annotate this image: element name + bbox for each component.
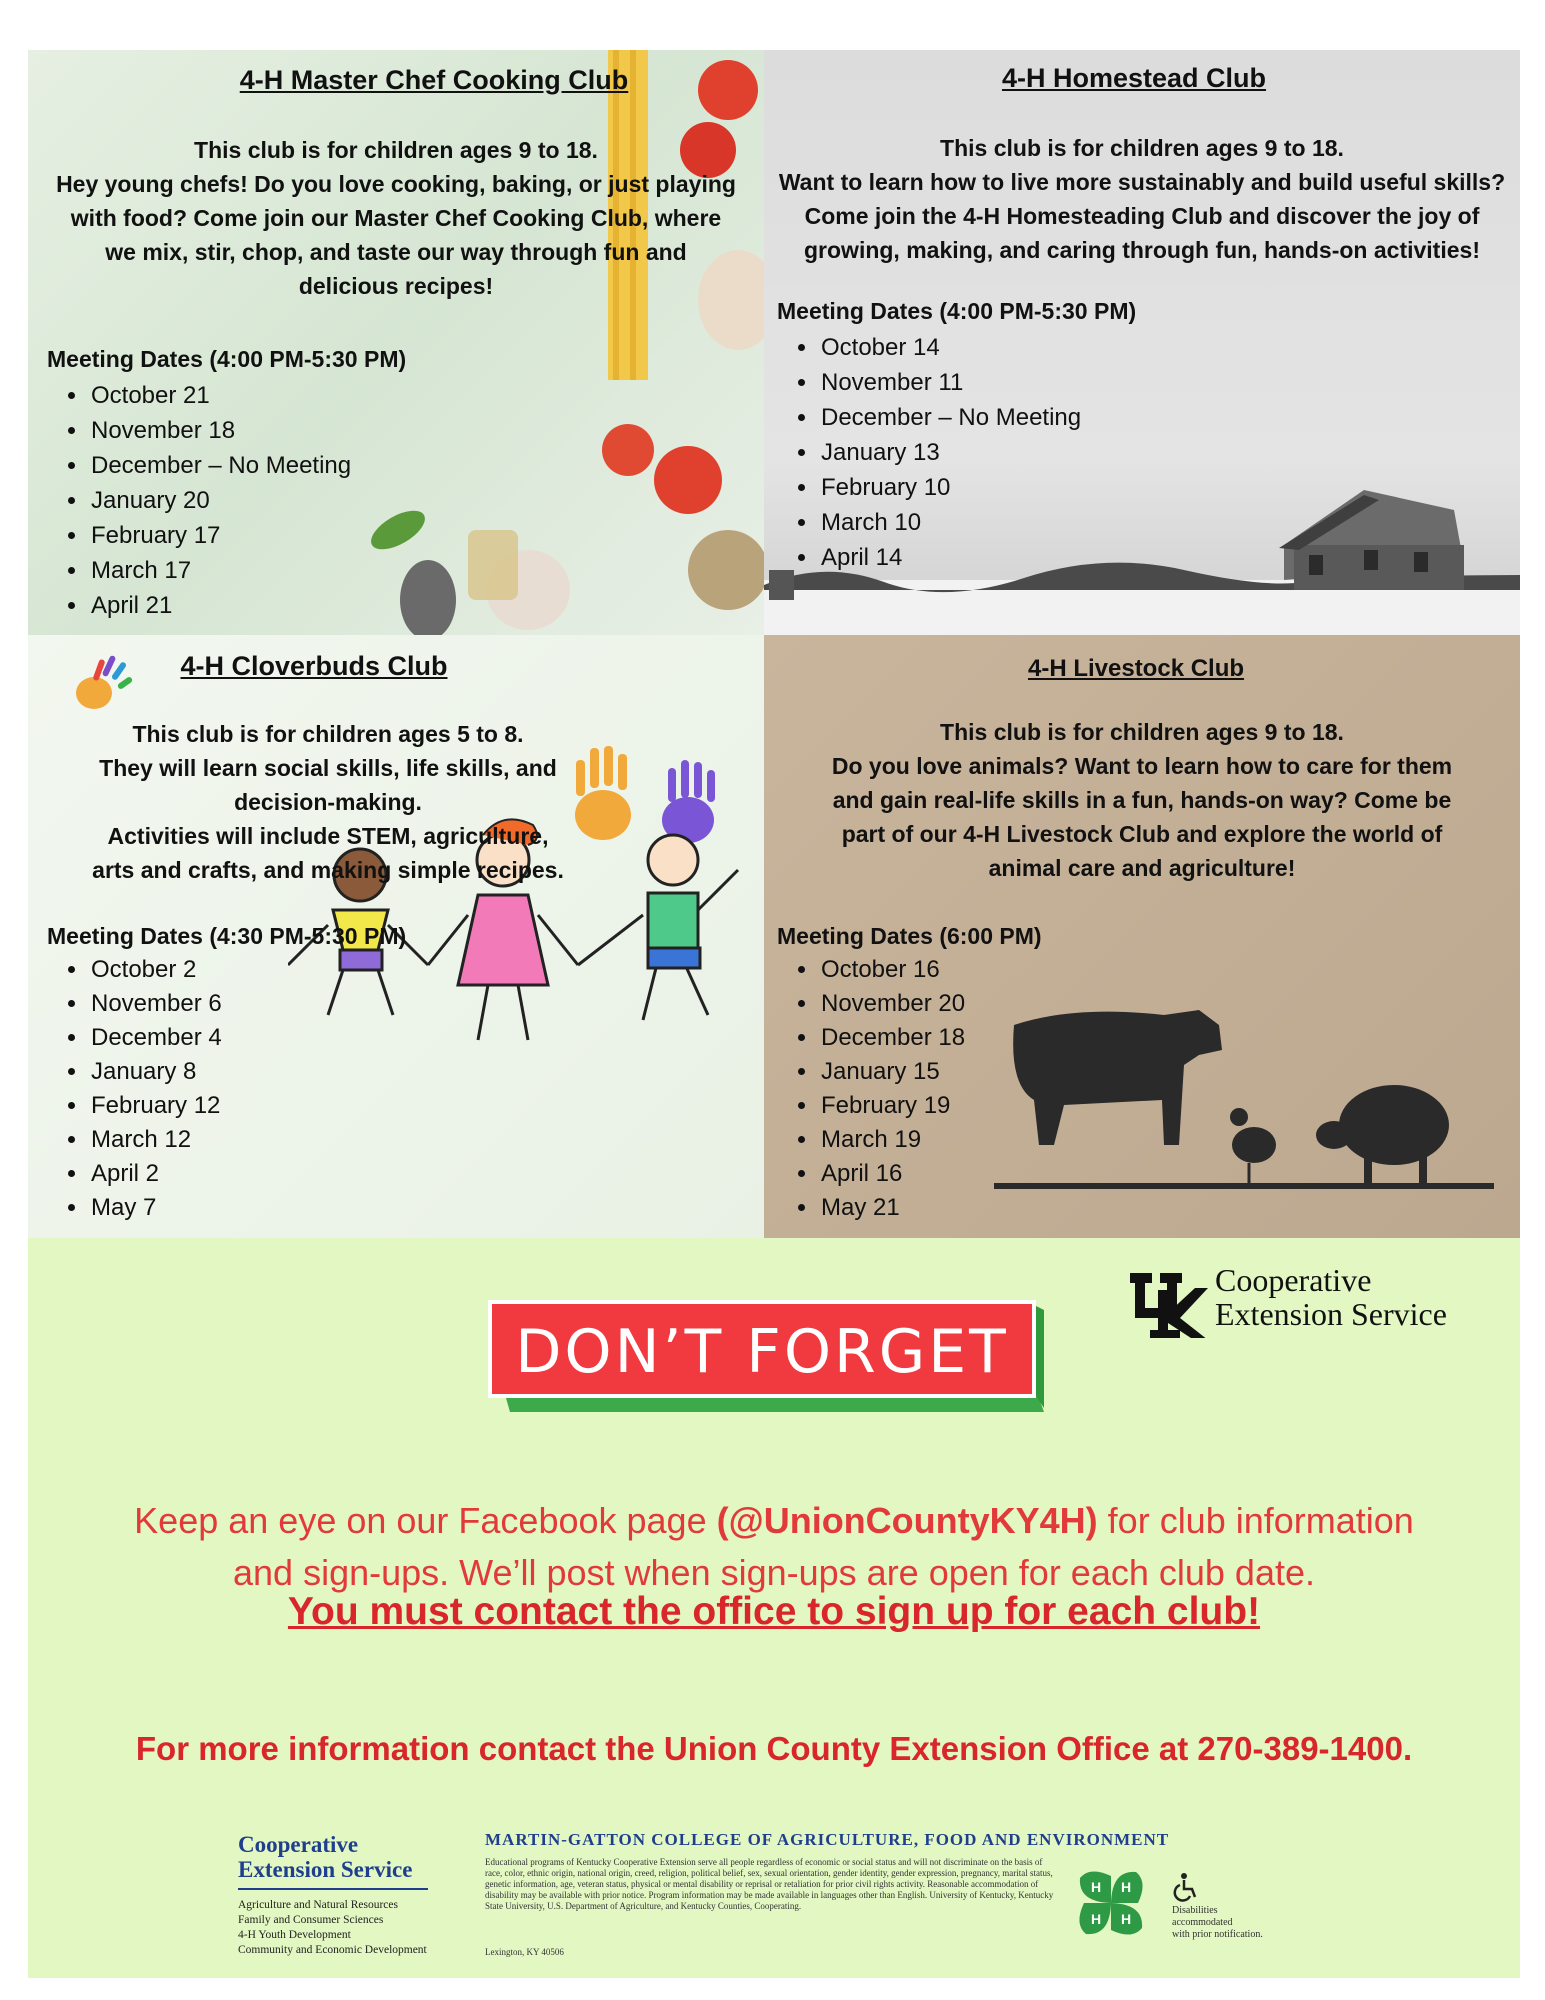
svg-text:H: H <box>1090 1879 1102 1895</box>
livestock-dates-list <box>777 953 965 1225</box>
livestock-club-panel <box>764 635 1520 1238</box>
list-item: • February 12 <box>89 1089 222 1123</box>
list-item: • October 16 <box>819 953 965 987</box>
homestead-club-panel <box>764 50 1520 635</box>
program-item: Community and Economic Development <box>238 1944 427 1956</box>
notice-text: for club information <box>1097 1500 1414 1541</box>
description-line: part of our 4-H Livestock Club and explore the world of <box>841 821 1443 847</box>
footer-ces-logo <box>238 1832 412 1882</box>
access-line: Disabilities <box>1172 1905 1218 1916</box>
cooking-meeting-heading: Meeting Dates (4:00 PM-5:30 PM) <box>47 346 407 372</box>
description-line: This club is for children ages 9 to 18. <box>940 719 1344 745</box>
dont-forget-text: DON’T FORGET <box>515 1317 1009 1387</box>
description-line: They will learn social skills, life skills, and <box>99 755 557 781</box>
farm-animals-illustration <box>994 1005 1494 1205</box>
list-item: • February 10 <box>819 470 1081 505</box>
list-item: • October 21 <box>89 378 351 413</box>
cooking-club-title: 4-H Master Chef Cooking Club <box>239 65 629 95</box>
list-item: • January 8 <box>89 1055 222 1089</box>
description-line: with food? Come join our Master Chef Cooking Club, where <box>70 205 722 231</box>
footer-programs <box>238 1898 427 1958</box>
livestock-meeting-heading: Meeting Dates (6:00 PM) <box>777 923 1042 949</box>
svg-text:H: H <box>1120 1879 1132 1895</box>
list-item: • December 4 <box>89 1021 222 1055</box>
program-item: Family and Consumer Sciences <box>238 1914 384 1926</box>
homestead-dates-list <box>777 330 1081 575</box>
cloverbuds-meeting-heading: Meeting Dates (4:30 PM-5:30 PM) <box>47 923 407 949</box>
list-item: • May 7 <box>89 1191 222 1225</box>
svg-text:H: H <box>1090 1911 1102 1927</box>
list-item: • April 14 <box>819 540 1081 575</box>
footer-divider <box>238 1888 428 1890</box>
handprint-icon <box>66 653 136 715</box>
cloverbuds-club-title: 4-H Cloverbuds Club <box>180 651 448 681</box>
list-item: • February 17 <box>89 518 351 553</box>
description-line: arts and crafts, and making simple recipes. <box>92 857 564 883</box>
footer-ces-line: Cooperative <box>238 1832 359 1857</box>
list-item: • March 12 <box>89 1123 222 1157</box>
list-item: • April 2 <box>89 1157 222 1191</box>
list-item: • January 15 <box>819 1055 965 1089</box>
uk-logo-line2: Extension Service <box>1215 1296 1447 1332</box>
list-item: • March 10 <box>819 505 1081 540</box>
list-item: • November 18 <box>89 413 351 448</box>
livestock-club-title: 4-H Livestock Club <box>1027 655 1245 682</box>
list-item: • November 20 <box>819 987 965 1021</box>
herbs-illustration <box>358 490 598 635</box>
description-line: delicious recipes! <box>298 273 494 299</box>
description-line: animal care and agriculture! <box>988 855 1296 881</box>
legal-notice: Educational programs of Kentucky Cooperative Extension serve all people regardless of economic or social status and will not discriminate on the basis of race, color, ethnic origin, national origin, creed, religion, political belief, sex, sexual orientation, gender identity, gender expression, pregnancy, marital status, genetic information, age, veteran status, physical or mental disability or reprisal or retaliation for prior civil rights activity. Reasonable accommodation of disability may be available with prior notice. Program information may be made available in languages other than English. University of Kentucky, Kentucky State University, U.S. Department of Agriculture, and Kentucky Counties, Cooperating. <box>485 1857 1054 1911</box>
contact-info: For more information contact the Union County Extension Office at 270-389-1400. <box>135 1730 1413 1767</box>
description-line: decision-making. <box>234 789 422 815</box>
description-line: we mix, stir, chop, and taste our way through fun and <box>105 239 687 265</box>
list-item: • February 19 <box>819 1089 965 1123</box>
facebook-notice-line2: and sign-ups. We’ll post when sign-ups are open for each club date. <box>233 1552 1315 1593</box>
description-line: and gain real-life skills in a fun, hands-on way? Come be <box>832 787 1452 813</box>
list-item: • April 21 <box>89 588 351 623</box>
homestead-meeting-heading: Meeting Dates (4:00 PM-5:30 PM) <box>777 298 1137 324</box>
access-line: with prior notification. <box>1172 1929 1263 1940</box>
college-name: MARTIN-GATTON COLLEGE OF AGRICULTURE, FOOD AND ENVIRONMENT <box>485 1830 1170 1849</box>
description-line: Want to learn how to live more sustainably and build useful skills? <box>778 169 1506 195</box>
description-line: Hey young chefs! Do you love cooking, baking, or just playing <box>56 171 736 197</box>
list-item: • January 13 <box>819 435 1081 470</box>
list-item: • October 2 <box>89 953 222 987</box>
facebook-notice-line1 <box>28 1500 1520 1542</box>
list-item: • March 17 <box>89 553 351 588</box>
address: Lexington, KY 40506 <box>485 1947 564 1957</box>
list-item: • November 11 <box>819 365 1081 400</box>
list-item: • April 16 <box>819 1157 965 1191</box>
homestead-club-title: 4-H Homestead Club <box>1001 63 1267 93</box>
program-item: Agriculture and Natural Resources <box>238 1899 398 1911</box>
description-line: This club is for children ages 9 to 18. <box>940 135 1344 161</box>
four-h-clover-icon <box>1070 1862 1152 1944</box>
svg-text:H: H <box>1120 1911 1132 1927</box>
list-item: • November 6 <box>89 987 222 1021</box>
accessibility-notice <box>1172 1905 1263 1941</box>
footer-ces-line: Extension Service <box>238 1857 413 1882</box>
notice-text: Keep an eye on our Facebook page <box>134 1500 717 1541</box>
description-line: growing, making, and caring through fun, hands-on activities! <box>804 237 1480 263</box>
cloverbuds-club-panel <box>28 635 764 1238</box>
cooking-dates-list <box>47 378 351 623</box>
cooking-club-panel <box>28 50 764 635</box>
program-item: 4-H Youth Development <box>238 1929 351 1941</box>
description-line: Activities will include STEM, agriculture, <box>107 823 549 849</box>
homestead-club-description <box>764 131 1520 267</box>
list-item: • October 14 <box>819 330 1081 365</box>
cloverbuds-club-description <box>28 717 628 887</box>
livestock-club-description <box>764 715 1520 885</box>
description-line: Do you love animals? Want to learn how to care for them <box>831 753 1453 779</box>
description-line: This club is for children ages 9 to 18. <box>194 137 598 163</box>
cloverbuds-dates-list <box>47 953 222 1225</box>
facebook-handle: (@UnionCountyKY4H) <box>716 1500 1098 1541</box>
access-line: accommodated <box>1172 1917 1233 1928</box>
dont-forget-banner <box>488 1300 1052 1412</box>
list-item: • December 18 <box>819 1021 965 1055</box>
list-item: • May 21 <box>819 1191 965 1225</box>
description-line: Come join the 4-H Homesteading Club and discover the joy of <box>804 203 1480 229</box>
wheelchair-icon <box>1172 1872 1202 1902</box>
signup-requirement: You must contact the office to sign up for each club! <box>287 1590 1261 1633</box>
uk-logo-line1: Cooperative <box>1215 1262 1372 1298</box>
cooking-club-description <box>28 133 764 303</box>
list-item: • January 20 <box>89 483 351 518</box>
list-item: • March 19 <box>819 1123 965 1157</box>
list-item: • December – No Meeting <box>819 400 1081 435</box>
description-line: This club is for children ages 5 to 8. <box>132 721 524 747</box>
list-item: • December – No Meeting <box>89 448 351 483</box>
